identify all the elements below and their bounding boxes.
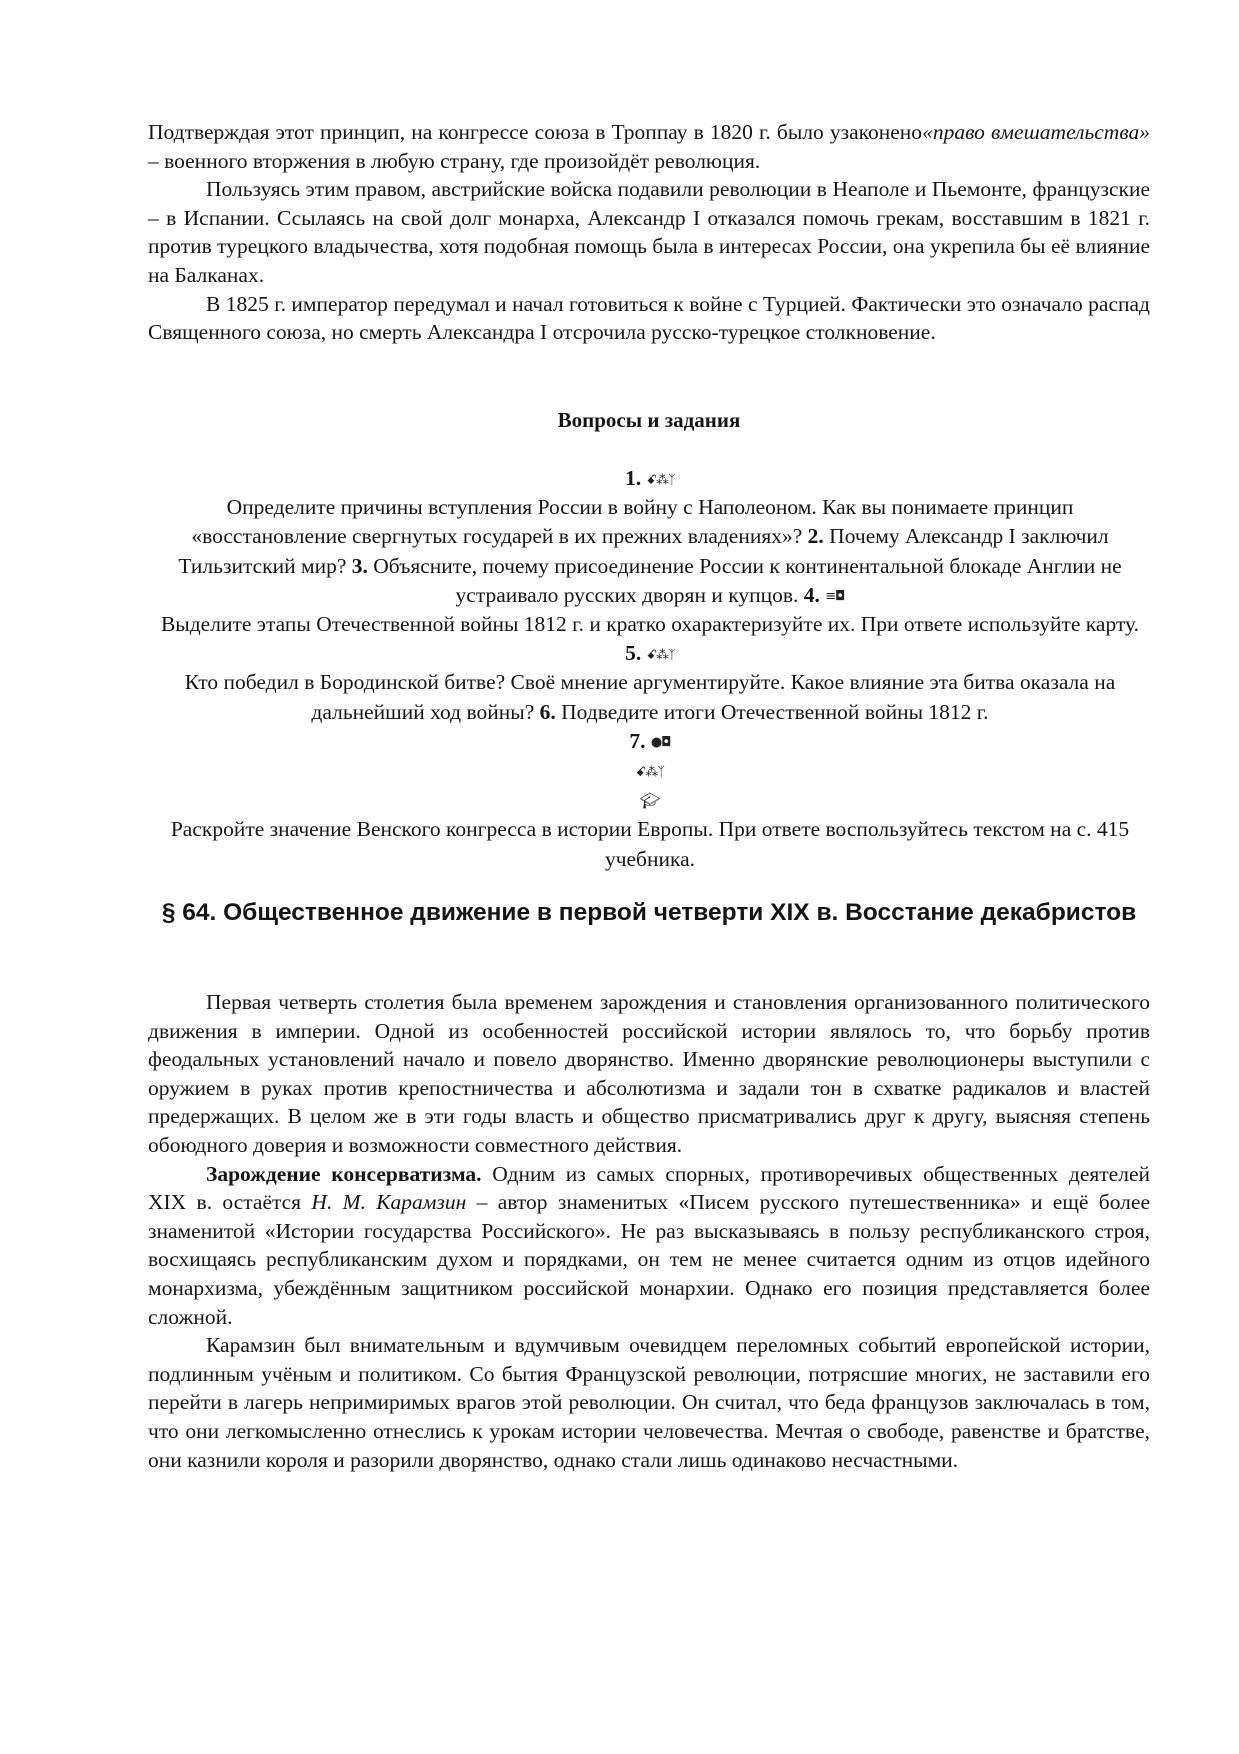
- question-text: Кто победил в Бородинской битве? Своё мнение аргументируйте. Какое влияние эта битва оказала на дальнейший ход войны?: [184, 670, 1116, 724]
- question-number: 5.: [625, 641, 642, 666]
- question-text: Почему Александр I заключил Тильзитский мир?: [178, 524, 1109, 578]
- discussion-icon: ꗃ⁂ᛉ: [635, 764, 665, 780]
- question-number: 3.: [351, 553, 368, 578]
- paragraph-intervention: Пользуясь этим правом, австрийские войска подавили революции в Неаполе и Пьемонте, французские – в Испании. Ссылаясь на свой долг монарха, Александр I отказался помочь грекам, восставшим в 1821 г. против турецкого владычества, хотя подобная помощь была в интересах России, она укрепила бы её влияние на Балканах.: [148, 177, 1150, 287]
- question-number: 4.: [803, 582, 820, 607]
- question-number: 7.: [629, 728, 646, 753]
- map-icon: ●◘: [650, 735, 671, 751]
- question-text: Раскройте значение Венского конгресса в истории Европы. При ответе воспользуйтесь текстом на с. 415 учебника.: [170, 817, 1130, 871]
- question-number: 2.: [807, 524, 824, 549]
- italic-term: «право вмешательства»: [922, 120, 1151, 144]
- italic-name: Н. М. Карамзин: [311, 1190, 467, 1215]
- discussion-icon: ꗃ⁂ᛉ: [646, 472, 675, 488]
- paragraph-karamzin: Карамзин был внимательным и вдумчивым очевидцем переломных событий европейской истории, подлинным учёным и политиком. Со бытия Французской революции, потрясшие многих, не заставили его перейти в лагерь непримиримых врагов этой революции. Он считал, что беда французов заключалась в том, что они легкомысленно отнеслись к урокам истории человечества. Мечтая о свободе, равенстве и братстве, они казнили короля и разорили дворянство, однако стали лишь одинаково несчастными.: [148, 1333, 1150, 1472]
- paragraph-conservatism: [148, 1160, 1150, 1332]
- text-run: – военного вторжения в любую страну, где произойдёт революция.: [148, 148, 761, 173]
- graduation-cap-icon: 🎓︎: [639, 791, 661, 811]
- question-number: 1.: [625, 466, 642, 490]
- paragraph-1825: В 1825 г. император передумал и начал готовиться к войне с Турцией. Фактически это означало распад Священного союза, но смерть Александра I отсрочила русско-турецкое столкновение.: [148, 291, 1150, 345]
- question-text: Выделите этапы Отечественной войны 1812 г. и кратко охарактеризуйте их. При ответе используйте карту.: [160, 612, 1140, 637]
- section-text-block: [148, 988, 1150, 1474]
- bold-lead: Зарождение консерватизма.: [206, 1161, 482, 1186]
- map-icon: ≡◘: [825, 589, 845, 605]
- paragraph-troppau: [148, 118, 1150, 175]
- text-run: Одним из самых спорных, противоречивых общественных деятелей XIX в. остаётся: [148, 1161, 1150, 1215]
- question-text: Определите причины вступления России в войну с Наполеоном. Как вы понимаете принцип «восстановление свергнутых государей в их прежних владениях»?: [191, 495, 1074, 549]
- question-text: Объясните, почему присоединение России к континентальной блокаде Англии не устраивало русских дворян и купцов.: [373, 553, 1122, 607]
- question-text: Подведите итоги Отечественной войны 1812 г.: [561, 699, 989, 724]
- questions-block: [160, 464, 1140, 874]
- section-heading: § 64. Общественное движение в первой четверти XIX в. Восстание декабристов: [161, 899, 1137, 926]
- paragraph-first-quarter: Первая четверть столетия была временем зарождения и становления организованного политического движения в империи. Одной из особенностей российской истории являлось то, что борьбу против феодальных установлений начало и повело дворянство. Именно дворянские революционеры выступили с оружием в руках против крепостничества и абсолютизма и задали тон в схватке радикалов и властей предержащих. В целом же в эти годы власть и общество присматривались друг к другу, выясняя степень обоюдного доверия и возможности совместного действия.: [148, 990, 1150, 1157]
- question-number: 6.: [539, 699, 556, 724]
- top-text-block: [148, 118, 1150, 347]
- questions-title: Вопросы и задания: [557, 408, 741, 432]
- text-run: Подтверждая этот принцип, на конгрессе союза в Троппау в 1820 г. было узаконено: [148, 120, 923, 144]
- text-run: – автор знаменитых «Писем русского путешественника» и ещё более знаменитой «Истории государства Российского». Не раз высказываясь в пользу республиканского строя, восхищаясь республиканским духом и порядками, он тем не менее считается одним из отцов идейного монархизма, убеждённым защитником российской монархии. Однако его позиция представляется более сложной.: [148, 1190, 1150, 1329]
- discussion-icon: ꗃ⁂ᛉ: [646, 647, 675, 663]
